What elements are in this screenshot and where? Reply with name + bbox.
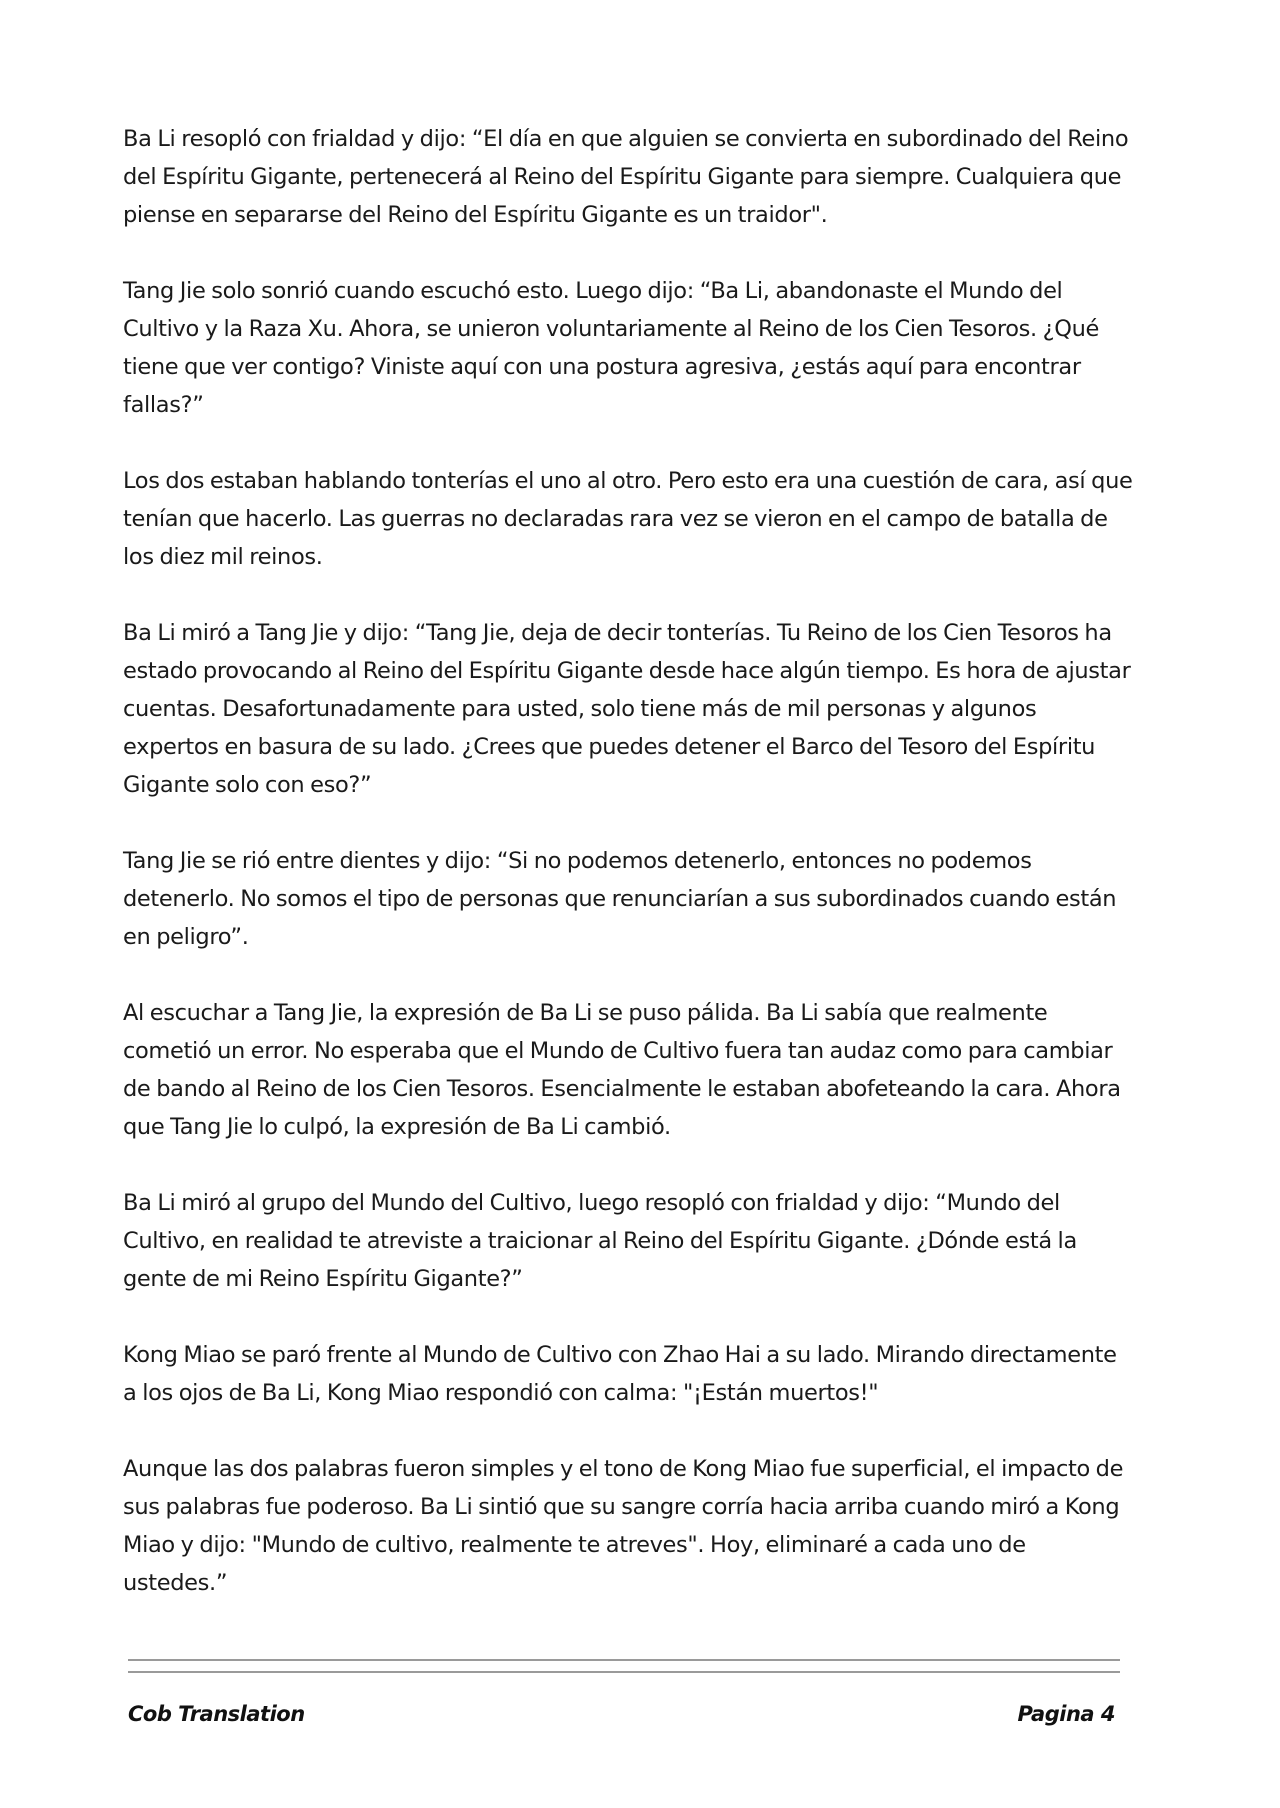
paragraph: Al escuchar a Tang Jie, la expresión de Ba Li se puso pálida. Ba Li sabía que realmente cometió un error. No esperaba que el Mundo de Cultivo fuera tan audaz como para cambiar de bando al Reino de los Cien Tesoros. Esencialmente le estaban abofeteando la cara. Ahora que Tang Jie lo culpó, la expresión de Ba Li cambió. bbox=[123, 1000, 1121, 1140]
paragraph: Ba Li miró al grupo del Mundo del Cultivo, luego resopló con frialdad y dijo: “Mundo del Cultivo, en realidad te atreviste a traicionar al Reino del Espíritu Gigante. ¿Dónde está la gente de mi Reino Espíritu Gigante?” bbox=[123, 1190, 1077, 1292]
paragraph: Tang Jie solo sonrió cuando escuchó esto. Luego dijo: “Ba Li, abandonaste el Mundo del Cultivo y la Raza Xu. Ahora, se unieron voluntariamente al Reino de los Cien Tesoros. ¿Qué tiene que ver contigo? Viniste aquí con una postura agresiva, ¿estás aquí para encontrar fallas?” bbox=[123, 278, 1099, 418]
footer-divider-top bbox=[128, 1659, 1120, 1661]
paragraph: Ba Li miró a Tang Jie y dijo: “Tang Jie, deja de decir tonterías. Tu Reino de los Cien Tesoros ha estado provocando al Reino del Espíritu Gigante desde hace algún tiempo. Es hora de ajustar cuentas. Desafortunadamente para usted, solo tiene más de mil personas y algunos expertos en basura de su lado. ¿Crees que puedes detener el Barco del Tesoro del Espíritu Gigante solo con eso?” bbox=[123, 620, 1131, 798]
paragraph: Los dos estaban hablando tonterías el uno al otro. Pero esto era una cuestión de cara, así que tenían que hacerlo. Las guerras no declaradas rara vez se vieron en el campo de batalla de los diez mil reinos. bbox=[123, 468, 1133, 570]
footer-divider-bottom bbox=[128, 1671, 1120, 1673]
footer-translator-name: Cob Translation bbox=[128, 1702, 305, 1726]
paragraph: Kong Miao se paró frente al Mundo de Cultivo con Zhao Hai a su lado. Mirando directamente a los ojos de Ba Li, Kong Miao respondió con calma: "¡Están muertos!" bbox=[123, 1342, 1117, 1406]
paragraph: Tang Jie se rió entre dientes y dijo: “Si no podemos detenerlo, entonces no podemos detenerlo. No somos el tipo de personas que renunciarían a sus subordinados cuando están en peligro”. bbox=[123, 848, 1117, 950]
paragraph: Ba Li resopló con frialdad y dijo: “El día en que alguien se convierta en subordinado del Reino del Espíritu Gigante, pertenecerá al Reino del Espíritu Gigante para siempre. Cualquiera que piense en separarse del Reino del Espíritu Gigante es un traidor". bbox=[123, 126, 1129, 228]
body-text bbox=[123, 120, 1133, 1640]
paragraph: Aunque las dos palabras fueron simples y el tono de Kong Miao fue superficial, el impacto de sus palabras fue poderoso. Ba Li sintió que su sangre corría hacia arriba cuando miró a Kong Miao y dijo: "Mundo de cultivo, realmente te atreves". Hoy, eliminaré a cada uno de ustedes.” bbox=[123, 1456, 1124, 1596]
footer-page-number: Pagina 4 bbox=[1017, 1702, 1115, 1726]
